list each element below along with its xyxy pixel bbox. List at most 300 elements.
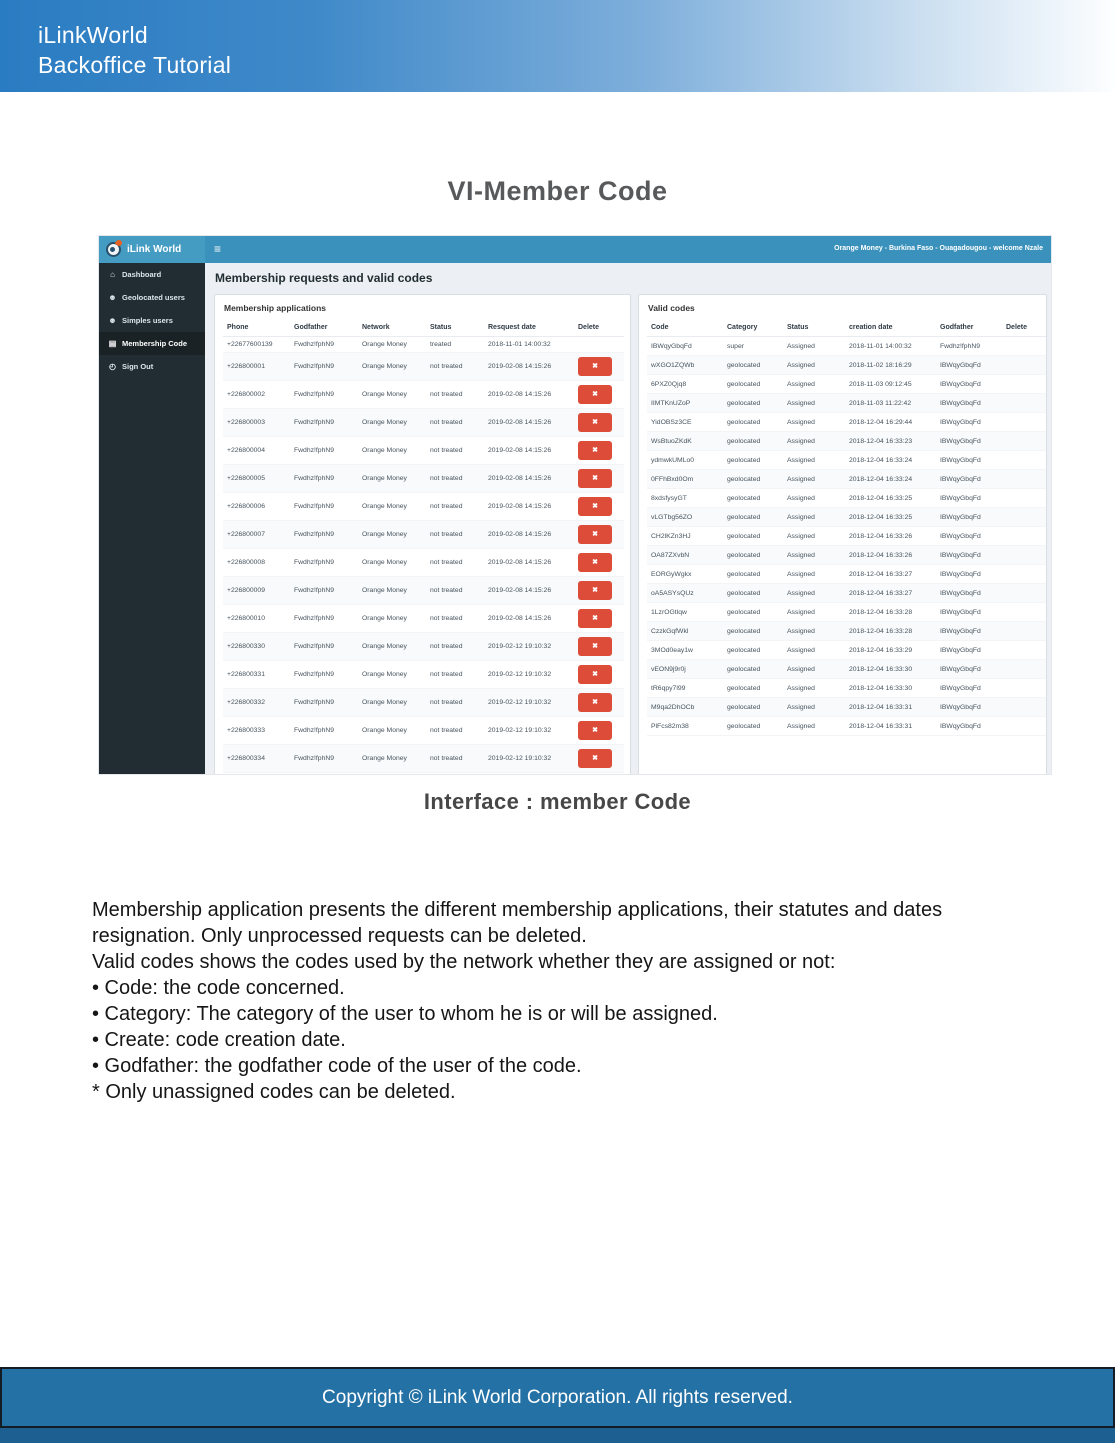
cell-phone: +226800010	[223, 605, 290, 633]
doc-footer	[0, 1367, 1115, 1428]
cell-code: YidOBSz3CE	[647, 413, 723, 432]
cell-godfather: Fwdhz!fphN9	[290, 381, 358, 409]
cell-category: geolocated	[723, 717, 783, 736]
delete-button[interactable]: ✖	[578, 385, 612, 404]
cell-created: 2018-12-04 16:33:25	[845, 508, 936, 527]
cell-network: Orange Money	[358, 353, 426, 381]
cell-delete	[1002, 660, 1046, 679]
cell-godfather: IBWqyGbqFd	[936, 698, 1002, 717]
cell-godfather: Fwdhz!fphN9	[290, 577, 358, 605]
doc-brand: iLinkWorld	[38, 22, 148, 48]
cell-created: 2018-12-04 16:29:44	[845, 413, 936, 432]
cell-code: ydmwkUMLo0	[647, 451, 723, 470]
cell-delete	[574, 409, 624, 437]
membership-applications-panel	[214, 294, 631, 775]
cell-delete	[574, 605, 624, 633]
valid-codes-panel	[638, 294, 1047, 775]
cell-godfather: IBWqyGbqFd	[936, 527, 1002, 546]
cell-delete	[1002, 622, 1046, 641]
cell-status: not treated	[426, 661, 484, 689]
cell-category: geolocated	[723, 660, 783, 679]
delete-button[interactable]: ✖	[578, 721, 612, 740]
cell-godfather: Fwdhz!fphN9	[290, 689, 358, 717]
cell-code: 0FFhBxd0Om	[647, 470, 723, 489]
cell-phone: +226800001	[223, 353, 290, 381]
paragraph-line: • Category: The category of the user to whom he is or will be assigned.	[92, 1003, 718, 1025]
cell-status: Assigned	[783, 698, 845, 717]
column-header: Status	[426, 319, 484, 337]
cell-delete	[574, 745, 624, 773]
cell-delete	[1002, 413, 1046, 432]
cell-network: Orange Money	[358, 381, 426, 409]
footer-strip	[0, 1428, 1115, 1443]
cell-date: 2019-02-08 14:15:26	[484, 465, 574, 493]
paragraph-line: Valid codes shows the codes used by the network whether they are assigned or not:	[92, 951, 836, 973]
cell-status: Assigned	[783, 451, 845, 470]
cell-godfather: Fwdhz!fphN9	[290, 437, 358, 465]
cell-phone: +226800005	[223, 465, 290, 493]
users-icon: ☻	[108, 293, 117, 302]
cell-date: 2019-02-08 14:15:26	[484, 549, 574, 577]
sidebar-item-label: Sign Out	[122, 362, 154, 371]
delete-button[interactable]: ✖	[578, 553, 612, 572]
column-header: Resquest date	[484, 319, 574, 337]
cell-godfather: Fwdhz!fphN9	[290, 661, 358, 689]
cell-status: Assigned	[783, 603, 845, 622]
cell-created: 2018-12-04 16:33:25	[845, 489, 936, 508]
cell-godfather: IBWqyGbqFd	[936, 451, 1002, 470]
table-row	[647, 470, 1046, 489]
delete-button[interactable]: ✖	[578, 693, 612, 712]
cell-delete	[1002, 508, 1046, 527]
cell-category: geolocated	[723, 679, 783, 698]
sidebar-item-sign-out[interactable]	[99, 355, 205, 378]
cell-godfather: IBWqyGbqFd	[936, 508, 1002, 527]
cell-phone: +226800009	[223, 577, 290, 605]
users-icon: ☻	[108, 316, 117, 325]
cell-phone: +226800330	[223, 633, 290, 661]
cell-delete	[1002, 565, 1046, 584]
table-row	[647, 584, 1046, 603]
delete-button[interactable]: ✖	[578, 665, 612, 684]
cell-status: Assigned	[783, 432, 845, 451]
table-row	[647, 451, 1046, 470]
cell-category: geolocated	[723, 622, 783, 641]
cell-category: geolocated	[723, 489, 783, 508]
cell-status: Assigned	[783, 641, 845, 660]
cell-category: geolocated	[723, 527, 783, 546]
cell-status: treated	[426, 337, 484, 353]
cell-network: Orange Money	[358, 437, 426, 465]
cell-category: geolocated	[723, 546, 783, 565]
book-icon: ▤	[108, 339, 117, 348]
cell-delete	[1002, 375, 1046, 394]
cell-network: Orange Money	[358, 745, 426, 773]
delete-button[interactable]: ✖	[578, 469, 612, 488]
cell-delete	[574, 717, 624, 745]
cell-delete	[1002, 584, 1046, 603]
cell-created: 2018-12-04 16:33:27	[845, 584, 936, 603]
cell-status: Assigned	[783, 584, 845, 603]
sidebar	[99, 263, 205, 774]
cell-network: Orange Money	[358, 465, 426, 493]
column-header: Status	[783, 319, 845, 337]
cell-status: not treated	[426, 409, 484, 437]
table-row	[647, 641, 1046, 660]
cell-network: Orange Money	[358, 689, 426, 717]
cell-godfather: Fwdhz!fphN9	[290, 409, 358, 437]
cell-godfather: Fwdhz!fphN9	[290, 493, 358, 521]
sidebar-item-dashboard[interactable]	[99, 263, 205, 286]
cell-godfather: IBWqyGbqFd	[936, 489, 1002, 508]
table-row	[223, 493, 624, 521]
cell-category: geolocated	[723, 698, 783, 717]
column-header: creation date	[845, 319, 936, 337]
delete-button[interactable]: ✖	[578, 637, 612, 656]
paragraph-line: • Create: code creation date.	[92, 1029, 346, 1051]
cell-code: EORGyWgkx	[647, 565, 723, 584]
column-header: Godfather	[290, 319, 358, 337]
cell-delete	[1002, 470, 1046, 489]
table-row	[647, 375, 1046, 394]
cell-date: 2018-11-01 14:00:32	[484, 337, 574, 353]
cell-date: 2019-02-08 14:15:26	[484, 409, 574, 437]
table-row	[223, 337, 624, 353]
cell-created: 2018-12-04 16:33:23	[845, 432, 936, 451]
cell-date: 2019-02-08 14:15:26	[484, 521, 574, 549]
cell-network: Orange Money	[358, 605, 426, 633]
cell-network: Orange Money	[358, 337, 426, 353]
cell-godfather: IBWqyGbqFd	[936, 394, 1002, 413]
cell-status: not treated	[426, 577, 484, 605]
content-heading: Membership requests and valid codes	[215, 271, 433, 285]
column-header: Phone	[223, 319, 290, 337]
cell-phone: +226800334	[223, 745, 290, 773]
cell-network: Orange Money	[358, 493, 426, 521]
cell-network: Orange Money	[358, 661, 426, 689]
body-text	[92, 897, 1044, 1105]
cell-created: 2018-12-04 16:33:24	[845, 451, 936, 470]
cell-created: 2018-11-03 11:22:42	[845, 394, 936, 413]
cell-phone: +226800331	[223, 661, 290, 689]
valid-codes-table	[647, 319, 1046, 736]
cell-created: 2018-12-04 16:33:31	[845, 698, 936, 717]
cell-status: not treated	[426, 717, 484, 745]
cell-phone: +226800006	[223, 493, 290, 521]
cell-phone: +226800004	[223, 437, 290, 465]
cell-code: 6PXZ0Qjq8	[647, 375, 723, 394]
delete-button[interactable]: ✖	[578, 525, 612, 544]
table-row	[223, 409, 624, 437]
cell-status: Assigned	[783, 375, 845, 394]
sidebar-item-simples-users[interactable]	[99, 309, 205, 332]
cell-delete	[574, 381, 624, 409]
cell-network: Orange Money	[358, 633, 426, 661]
table-row	[223, 661, 624, 689]
cell-created: 2018-12-04 16:33:28	[845, 603, 936, 622]
cell-category: geolocated	[723, 356, 783, 375]
copyright-text: Copyright © iLink World Corporation. All rights reserved.	[322, 1386, 793, 1408]
cell-created: 2018-12-04 16:33:24	[845, 470, 936, 489]
cell-delete	[574, 577, 624, 605]
table-row	[223, 465, 624, 493]
cell-date: 2019-02-12 19:10:32	[484, 717, 574, 745]
cell-status: not treated	[426, 437, 484, 465]
cell-status: not treated	[426, 549, 484, 577]
delete-button[interactable]: ✖	[578, 413, 612, 432]
column-header: Network	[358, 319, 426, 337]
cell-delete	[1002, 394, 1046, 413]
cell-status: Assigned	[783, 394, 845, 413]
cell-delete	[1002, 337, 1046, 356]
cell-status: Assigned	[783, 337, 845, 356]
sidebar-menu	[99, 263, 205, 378]
table-row	[647, 356, 1046, 375]
cell-code: IIMTKnUZoP	[647, 394, 723, 413]
cell-status: not treated	[426, 353, 484, 381]
cell-status: Assigned	[783, 565, 845, 584]
cell-delete	[1002, 451, 1046, 470]
cell-date: 2019-02-12 19:10:32	[484, 689, 574, 717]
cell-category: geolocated	[723, 451, 783, 470]
sidebar-item-label: Dashboard	[122, 270, 162, 279]
cell-created: 2018-12-04 16:33:28	[845, 622, 936, 641]
table-row	[223, 521, 624, 549]
delete-button[interactable]: ✖	[578, 497, 612, 516]
cell-created: 2018-11-03 09:12:45	[845, 375, 936, 394]
cell-category: geolocated	[723, 432, 783, 451]
cell-delete	[574, 549, 624, 577]
cell-date: 2019-02-08 14:15:26	[484, 577, 574, 605]
cell-status: Assigned	[783, 508, 845, 527]
table-header-row	[647, 319, 1046, 337]
cell-status: Assigned	[783, 413, 845, 432]
cell-godfather: IBWqyGbqFd	[936, 565, 1002, 584]
cell-status: Assigned	[783, 717, 845, 736]
table-row	[647, 679, 1046, 698]
cell-godfather: Fwdhz!fphN9	[290, 353, 358, 381]
cell-delete	[574, 661, 624, 689]
table-row	[647, 622, 1046, 641]
cell-godfather: IBWqyGbqFd	[936, 660, 1002, 679]
cell-date: 2019-02-08 14:15:26	[484, 437, 574, 465]
cell-network: Orange Money	[358, 549, 426, 577]
figure-caption: Interface : member Code	[423, 789, 692, 814]
app-screenshot	[98, 235, 1052, 775]
cell-created: 2018-12-04 16:33:30	[845, 679, 936, 698]
cell-status: Assigned	[783, 622, 845, 641]
cell-created: 2018-12-04 16:33:26	[845, 546, 936, 565]
delete-button[interactable]: ✖	[578, 749, 612, 768]
table-row	[647, 698, 1046, 717]
cell-godfather: IBWqyGbqFd	[936, 470, 1002, 489]
cell-status: Assigned	[783, 660, 845, 679]
column-header: Code	[647, 319, 723, 337]
sidebar-toggle-icon[interactable]: ≡	[214, 242, 222, 256]
cell-created: 2018-12-04 16:33:30	[845, 660, 936, 679]
cell-delete	[1002, 641, 1046, 660]
cell-godfather: Fwdhz!fphN9	[290, 717, 358, 745]
cell-code: 3MOd0eay1w	[647, 641, 723, 660]
table-row	[647, 603, 1046, 622]
cell-delete	[1002, 546, 1046, 565]
cell-category: geolocated	[723, 584, 783, 603]
table-row	[223, 717, 624, 745]
table-row	[647, 508, 1046, 527]
cell-code: oA5ASYsQUz	[647, 584, 723, 603]
cell-delete	[1002, 603, 1046, 622]
cell-category: super	[723, 337, 783, 356]
cell-godfather: Fwdhz!fphN9	[290, 605, 358, 633]
cell-godfather: IBWqyGbqFd	[936, 641, 1002, 660]
table-row	[647, 527, 1046, 546]
cell-created: 2018-12-04 16:33:27	[845, 565, 936, 584]
table-row	[647, 337, 1046, 356]
cell-status: Assigned	[783, 470, 845, 489]
cell-delete	[1002, 698, 1046, 717]
membership-applications-table	[223, 319, 624, 773]
cell-date: 2019-02-08 14:15:26	[484, 605, 574, 633]
cell-created: 2018-11-02 18:16:29	[845, 356, 936, 375]
cell-network: Orange Money	[358, 409, 426, 437]
cell-code: 8xdsfysyGT	[647, 489, 723, 508]
cell-phone: +226800002	[223, 381, 290, 409]
cell-godfather: Fwdhz!fphN9	[290, 633, 358, 661]
cell-created: 2018-12-04 16:33:31	[845, 717, 936, 736]
content-area	[205, 263, 1051, 774]
applications-panel-title: Membership applications	[224, 303, 327, 313]
column-header: Category	[723, 319, 783, 337]
cell-code: 1LzrOGtlqw	[647, 603, 723, 622]
delete-button[interactable]: ✖	[578, 609, 612, 628]
cell-category: geolocated	[723, 375, 783, 394]
cell-godfather: Fwdhz!fphN9	[290, 745, 358, 773]
sidebar-item-geolocated-users[interactable]	[99, 286, 205, 309]
cell-godfather: IBWqyGbqFd	[936, 546, 1002, 565]
table-row	[223, 689, 624, 717]
cell-code: IBWqyGbqFd	[647, 337, 723, 356]
cell-date: 2019-02-12 19:10:32	[484, 661, 574, 689]
cell-phone: +226800332	[223, 689, 290, 717]
cell-code: WsBtuoZKdK	[647, 432, 723, 451]
delete-button[interactable]: ✖	[578, 581, 612, 600]
table-row	[223, 633, 624, 661]
cell-status: Assigned	[783, 489, 845, 508]
cell-status: not treated	[426, 493, 484, 521]
cell-delete	[574, 521, 624, 549]
table-row	[647, 717, 1046, 736]
cell-category: geolocated	[723, 508, 783, 527]
page-title: VI-Member Code	[447, 176, 668, 206]
cell-created: 2018-11-01 14:00:32	[845, 337, 936, 356]
paragraph-line: * Only unassigned codes can be deleted.	[92, 1081, 456, 1103]
cell-godfather: IBWqyGbqFd	[936, 356, 1002, 375]
cell-network: Orange Money	[358, 717, 426, 745]
navbar-user-text[interactable]: Orange Money - Burkina Faso - Ouagadougou - welcome Nzale	[834, 245, 1043, 252]
cell-code: PlFcs82m38	[647, 717, 723, 736]
cell-delete	[574, 689, 624, 717]
cell-godfather: IBWqyGbqFd	[936, 584, 1002, 603]
cell-date: 2019-02-08 14:15:26	[484, 353, 574, 381]
table-row	[647, 394, 1046, 413]
table-row	[223, 745, 624, 773]
app-logo[interactable]	[99, 236, 205, 263]
table-row	[647, 413, 1046, 432]
cell-delete	[574, 337, 624, 353]
cell-delete	[1002, 717, 1046, 736]
paragraph-line: • Code: the code concerned.	[92, 977, 345, 999]
cell-delete	[1002, 679, 1046, 698]
table-row	[647, 432, 1046, 451]
cell-date: 2019-02-12 19:10:32	[484, 745, 574, 773]
cell-godfather: IBWqyGbqFd	[936, 432, 1002, 451]
cell-phone: +22677600139	[223, 337, 290, 353]
cell-status: not treated	[426, 521, 484, 549]
cell-code: vLGTbg56ZO	[647, 508, 723, 527]
cell-godfather: IBWqyGbqFd	[936, 622, 1002, 641]
cell-category: geolocated	[723, 470, 783, 489]
cell-status: not treated	[426, 381, 484, 409]
cell-code: CH2lKZn3HJ	[647, 527, 723, 546]
column-header: Godfather	[936, 319, 1002, 337]
cell-status: Assigned	[783, 546, 845, 565]
delete-button[interactable]: ✖	[578, 441, 612, 460]
cell-code: M9qa2DhOCb	[647, 698, 723, 717]
table-header-row	[223, 319, 624, 337]
table-row	[223, 437, 624, 465]
cell-delete	[574, 633, 624, 661]
sidebar-item-membership-code[interactable]	[99, 332, 205, 355]
cell-code: tR6qpy7l99	[647, 679, 723, 698]
cell-code: vEON9j9r0j	[647, 660, 723, 679]
delete-button[interactable]: ✖	[578, 357, 612, 376]
cell-status: not treated	[426, 689, 484, 717]
cell-godfather: Fwdhz!fphN9	[290, 549, 358, 577]
cell-delete	[1002, 489, 1046, 508]
table-row	[647, 660, 1046, 679]
cell-godfather: IBWqyGbqFd	[936, 679, 1002, 698]
cell-status: not treated	[426, 633, 484, 661]
cell-delete	[1002, 432, 1046, 451]
doc-header	[0, 0, 1115, 92]
cell-phone: +226800333	[223, 717, 290, 745]
cell-delete	[574, 437, 624, 465]
cell-date: 2019-02-08 14:15:26	[484, 381, 574, 409]
cell-category: geolocated	[723, 641, 783, 660]
clock-icon: ◴	[109, 362, 116, 371]
table-row	[223, 605, 624, 633]
sidebar-item-label: Simples users	[122, 316, 173, 325]
doc-subtitle: Backoffice Tutorial	[38, 52, 232, 78]
cell-category: geolocated	[723, 565, 783, 584]
cell-godfather: Fwdhz!fphN9	[290, 465, 358, 493]
sidebar-item-label: Geolocated users	[122, 293, 185, 302]
cell-phone: +226800007	[223, 521, 290, 549]
cell-godfather: IBWqyGbqFd	[936, 413, 1002, 432]
cell-godfather: IBWqyGbqFd	[936, 717, 1002, 736]
table-row	[223, 381, 624, 409]
table-row	[647, 489, 1046, 508]
cell-code: wXGO1ZQWb	[647, 356, 723, 375]
cell-category: geolocated	[723, 394, 783, 413]
cell-godfather: Fwdhz!fphN9	[290, 521, 358, 549]
table-row	[647, 546, 1046, 565]
column-header: Delete	[1002, 319, 1046, 337]
cell-godfather: IBWqyGbqFd	[936, 603, 1002, 622]
cell-date: 2019-02-08 14:15:26	[484, 493, 574, 521]
cell-phone: +226800008	[223, 549, 290, 577]
sidebar-item-label: Membership Code	[122, 339, 188, 348]
